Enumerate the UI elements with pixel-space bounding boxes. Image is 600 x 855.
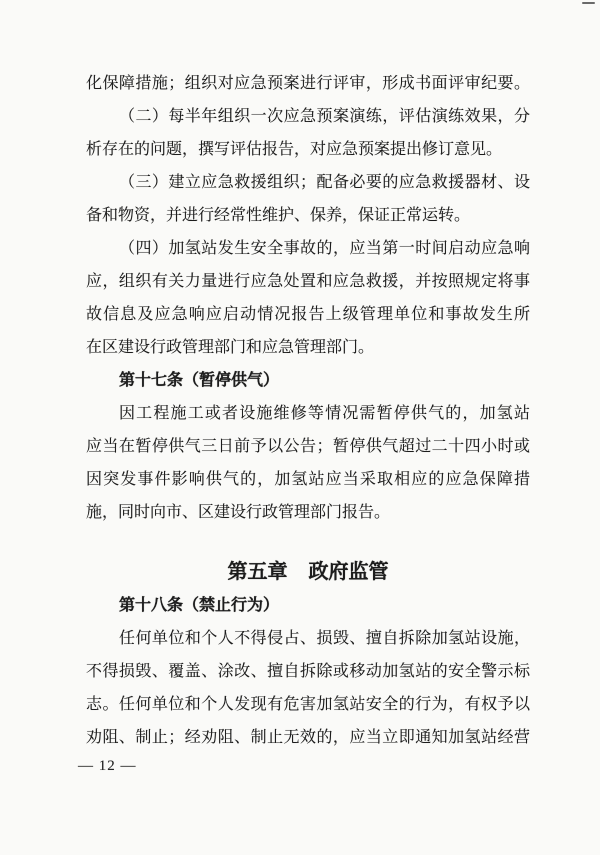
text-line: 在区建设行政管理部门和应急管理部门。 bbox=[86, 339, 375, 356]
text-line: 故信息及应急响应启动情况报告上级管理单位和事故发生所 bbox=[86, 306, 530, 323]
text-line: 因工程施工或者设施维修等情况需暂停供气的，加氢站 bbox=[119, 405, 530, 422]
text-line: 析存在的问题，撰写评估报告，对应急预案提出修订意见。 bbox=[86, 141, 503, 158]
chapter-title: 政府监管 bbox=[308, 561, 389, 583]
text-line: 施，同时向市、区建设行政管理部门报告。 bbox=[86, 504, 391, 521]
page-number: — 12 — bbox=[78, 758, 137, 774]
document-body bbox=[86, 67, 530, 754]
article-heading: 第十八条（禁止行为） bbox=[119, 597, 280, 614]
text-line: 备和物资，并进行经常性维护、保养，保证正常运转。 bbox=[86, 207, 471, 224]
text-line: 劝阻、制止；经劝阻、制止无效的，应当立即通知加氢站经营 bbox=[86, 729, 530, 746]
text-line: 化保障措施；组织对应急预案进行评审，形成书面评审纪要。 bbox=[86, 75, 530, 92]
text-line: 应当在暂停供气三日前予以公告；暂停供气超过二十四小时或 bbox=[86, 438, 530, 455]
text-line: 不得损毁、覆盖、涂改、擅自拆除或移动加氢站的安全警示标 bbox=[86, 663, 530, 680]
article-heading: 第十七条（暂停供气） bbox=[119, 372, 280, 389]
text-line: 志。任何单位和个人发现有危害加氢站安全的行为，有权予以 bbox=[86, 696, 530, 713]
scan-artifact-mark bbox=[582, 2, 595, 4]
text-line: 因突发事件影响供气的，加氢站应当采取相应的应急保障措 bbox=[86, 471, 530, 488]
text-line: 应，组织有关力量进行应急处置和应急救援，并按照规定将事 bbox=[86, 273, 530, 290]
text-line: （四）加氢站发生安全事故的，应当第一时间启动应急响 bbox=[119, 240, 530, 257]
text-line: （三）建立应急救援组织；配备必要的应急救援器材、设 bbox=[119, 174, 530, 191]
text-line: 任何单位和个人不得侵占、损毁、擅自拆除加氢站设施， bbox=[119, 630, 530, 647]
chapter-heading bbox=[86, 556, 530, 589]
chapter-number: 第五章 bbox=[227, 561, 288, 583]
text-line: （二）每半年组织一次应急预案演练，评估演练效果，分 bbox=[119, 108, 530, 125]
